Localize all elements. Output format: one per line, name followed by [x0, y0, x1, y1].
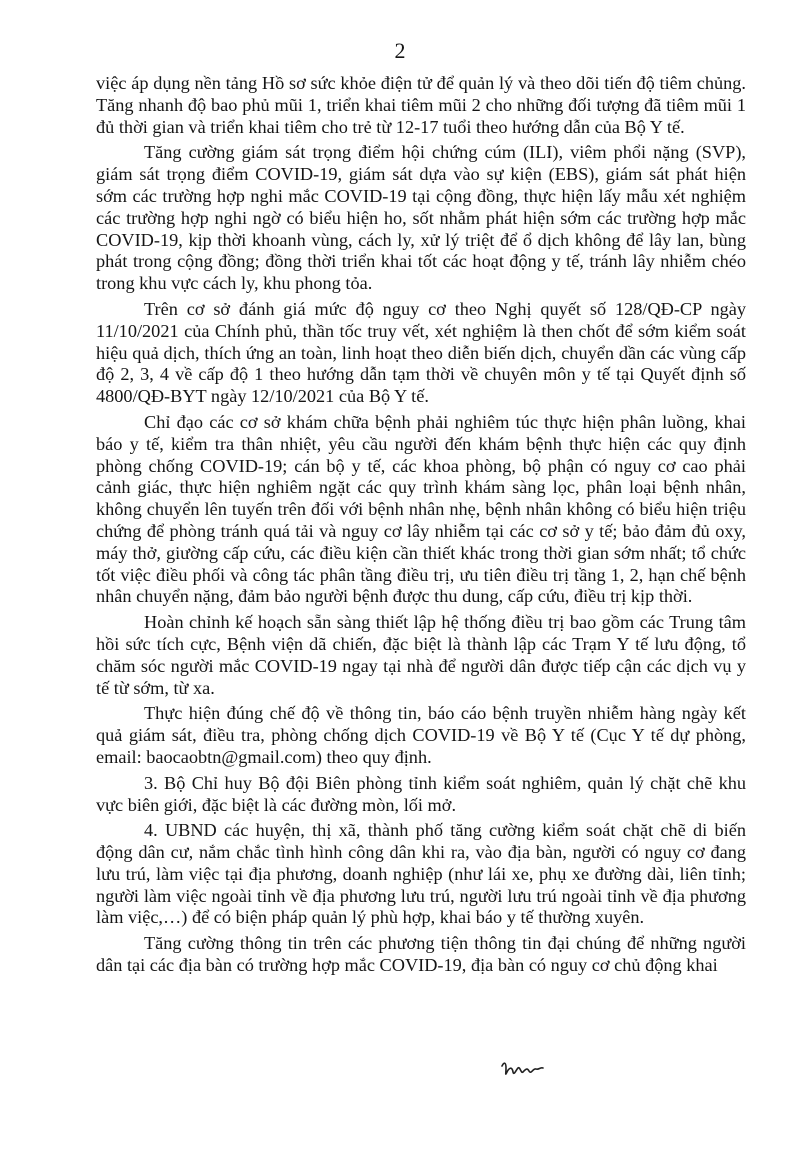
paragraph: 3. Bộ Chỉ huy Bộ đội Biên phòng tỉnh kiểm soát nghiêm, quản lý chặt chẽ khu vực biên giới, đặc biệt là các đường mòn, lối mở. — [96, 772, 746, 815]
paragraph: Thực hiện đúng chế độ về thông tin, báo cáo bệnh truyền nhiễm hàng ngày kết quả giám sát, điều tra, phòng chống dịch COVID-19 về Bộ Y tế (Cục Y tế dự phòng, email: baocaobtn@gmail.com) theo quy định. — [96, 703, 746, 767]
initials-signature-icon — [500, 1058, 560, 1082]
page-number: 2 — [394, 38, 406, 63]
paragraph: Tăng cường thông tin trên các phương tiện thông tin đại chúng để những người dân tại các địa bàn có trường hợp mắc COVID-19, địa bàn có nguy cơ chủ động khai — [96, 933, 746, 976]
paragraph: Hoàn chỉnh kế hoạch sẵn sàng thiết lập hệ thống điều trị bao gồm các Trung tâm hồi sức tích cực, Bệnh viện dã chiến, đặc biệt là thành lập các Trạm Y tế lưu động, tổ chăm sóc người mắc COVID-19 ngay tại nhà để người dân được tiếp cận các dịch vụ y tế từ sớm, từ xa. — [96, 612, 746, 698]
paragraph: 4. UBND các huyện, thị xã, thành phố tăng cường kiểm soát chặt chẽ di biến động dân cư, nắm chắc tình hình công dân khi ra, vào địa bàn, người có nguy cơ đang lưu trú, làm việc tại địa phương, doanh nghiệp (như lái xe, phụ xe đường dài, liên tỉnh; người làm việc ngoài tỉnh về địa phương lưu trú, người lưu trú ngoài tỉnh về địa phương làm việc,…) để có biện pháp quản lý phù hợp, khai báo y tế thường xuyên. — [96, 820, 746, 928]
document-body — [96, 73, 746, 981]
paragraph: Tăng cường giám sát trọng điểm hội chứng cúm (ILI), viêm phổi nặng (SVP), giám sát trọng điểm COVID-19, giám sát dựa vào sự kiện (EBS), giám sát phát hiện sớm các trường hợp nghi mắc COVID-19 tại cộng đồng, thực hiện lấy mẫu xét nghiệm các trường hợp nghi ngờ có biểu hiện ho, sốt nhằm phát hiện sớm các trường hợp mắc COVID-19, kịp thời khoanh vùng, cách ly, xử lý triệt để ổ dịch không để lây lan, bùng phát trong cộng đồng; đồng thời triển khai tốt các hoạt động y tế, tránh lây nhiễm chéo trong khu vực cách ly, khu phong tỏa. — [96, 142, 746, 294]
paragraph: Chỉ đạo các cơ sở khám chữa bệnh phải nghiêm túc thực hiện phân luồng, khai báo y tế, kiểm tra thân nhiệt, yêu cầu người đến khám bệnh thực hiện các quy định phòng chống COVID-19; cán bộ y tế, các khoa phòng, bộ phận có nguy cơ cao phải cảnh giác, thực hiện nghiêm ngặt các quy trình khám sàng lọc, phân loại bệnh nhân, không chuyển lên tuyến trên đối với bệnh nhân nhẹ, bệnh nhân không có biểu hiện triệu chứng để phòng tránh quá tải và nguy cơ lây nhiễm tại các cơ sở y tế; bảo đảm đủ oxy, máy thở, giường cấp cứu, các điều kiện cần thiết khác trong thời gian sớm nhất; tổ chức tốt việc điều phối và công tác phân tầng điều trị, ưu tiên điều trị tầng 1, 2, hạn chế bệnh nhân chuyển nặng, đảm bảo người bệnh được thu dung, cấp cứu, điều trị kịp thời. — [96, 411, 746, 607]
paragraph: việc áp dụng nền tảng Hồ sơ sức khỏe điện tử để quản lý và theo dõi tiến độ tiêm chủng. Tăng nhanh độ bao phủ mũi 1, triển khai tiêm mũi 2 cho những đối tượng đã tiêm mũi 1 đủ thời gian và triển khai tiêm cho trẻ từ 12-17 tuổi theo hướng dẫn của Bộ Y tế. — [96, 73, 746, 137]
paragraph: Trên cơ sở đánh giá mức độ nguy cơ theo Nghị quyết số 128/QĐ-CP ngày 11/10/2021 của Chính phủ, thần tốc truy vết, xét nghiệm là then chốt để sớm kiểm soát hiệu quả dịch, thích ứng an toàn, linh hoạt theo diễn biến dịch, chuyển dần các vùng cấp độ 2, 3, 4 về cấp độ 1 theo hướng dẫn tạm thời về chuyên môn y tế tại Quyết định số 4800/QĐ-BYT ngày 12/10/2021 của Bộ Y tế. — [96, 298, 746, 407]
